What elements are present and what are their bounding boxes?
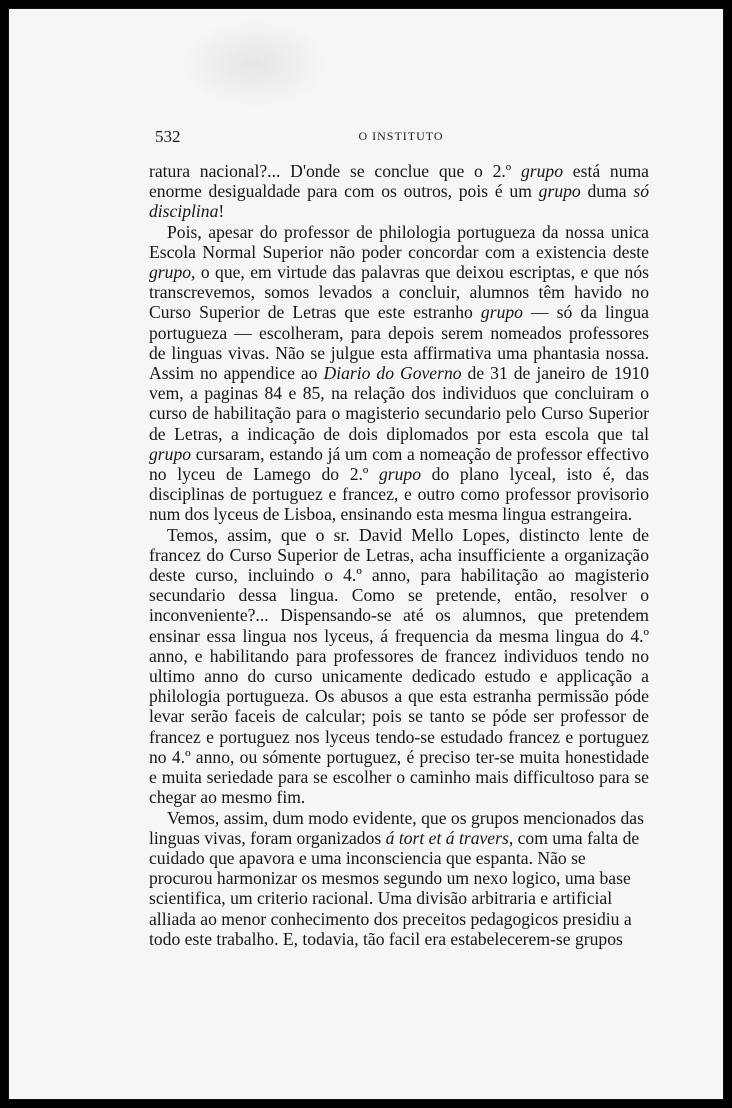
paragraph-1: ratura nacional?... D'onde se conclue que o 2.º grupo está numa enorme desigualdade para com os outros, pois é um grupo duma só disciplina!: [149, 161, 649, 222]
paragraph-2: Pois, apesar do professor de philologia portugueza da nossa unica Escola Normal Superior não poder concordar com a existencia deste grupo, o que, em virtude das palavras que deixou escriptas, e que nós transcrevemos, somos levados a concluir, alumnos têm havido no Curso Superior de Letras que este estranho grupo — só da lingua portugueza — escolheram, para depois serem nomeados professores de linguas vivas. Não se julgue esta affirmativa uma phantasia nossa. Assim no appendice ao Diario do Governo de 31 de janeiro de 1910 vem, a paginas 84 e 85, na relação dos individuos que concluiram o curso de habilitação para o magisterio secundario pelo Curso Superior de Letras, a indicação de dois diplomados por esta escola que tal grupo cursaram, estando já um com a nomeação de professor effectivo no lyceu de Lamego do 2.º grupo do plano lyceal, isto é, das disciplinas de portuguez e francez, e outro como professor provisorio num dos lyceus de Lisboa, ensinando esta mesma lingua estrangeira.: [149, 221, 650, 525]
page-header: [155, 127, 647, 147]
body-text: [149, 161, 649, 949]
running-title: O INSTITUTO: [358, 129, 444, 143]
page-number: 532: [155, 127, 181, 146]
paragraph-3: Temos, assim, que o sr. David Mello Lopes, distincto lente de francez do Curso Superior de Letras, acha insufficiente a organização deste curso, incluindo o 4.º anno, para habilitação ao magisterio secundario dessa lingua. Como se pretende, então, resolver o inconveniente?... Dispensando-se até os alumnos, que pretendem ensinar essa lingua nos lyceus, á frequencia da mesma lingua do 4.º anno, e habilitando para professores de francez individuos tendo no ultimo anno do curso unicamente dedicado estudo e applicação a philologia portugueza. Os abusos a que esta estranha permissão póde levar serão faceis de calcular; pois se tanto se póde ser professor de francez e portuguez nos lyceus tendo-se estudado francez e portuguez no 4.º anno, ou sómente portuguez, é preciso ter-se muita honestidade e muita seriedade para se escolher o caminho mais difficultoso para se chegar ao mesmo fim.: [149, 524, 649, 808]
paragraph-4: Vemos, assim, dum modo evidente, que os grupos mencionados das linguas vivas, foram organizados á tort et á travers, com uma falta de cuidado que apavora e uma inconsciencia que espanta. Não se procurou harmonizar os mesmos segundo um nexo logico, uma base scientifica, um criterio racional. Uma divisão arbitraria e artificial alliada ao menor conhecimento dos preceitos pedagogicos presidiu a todo este trabalho. E, todavia, tão facil era estabelecerem-se grupos: [149, 807, 644, 949]
book-page: [8, 8, 724, 1100]
paper-smudge: [179, 19, 329, 109]
